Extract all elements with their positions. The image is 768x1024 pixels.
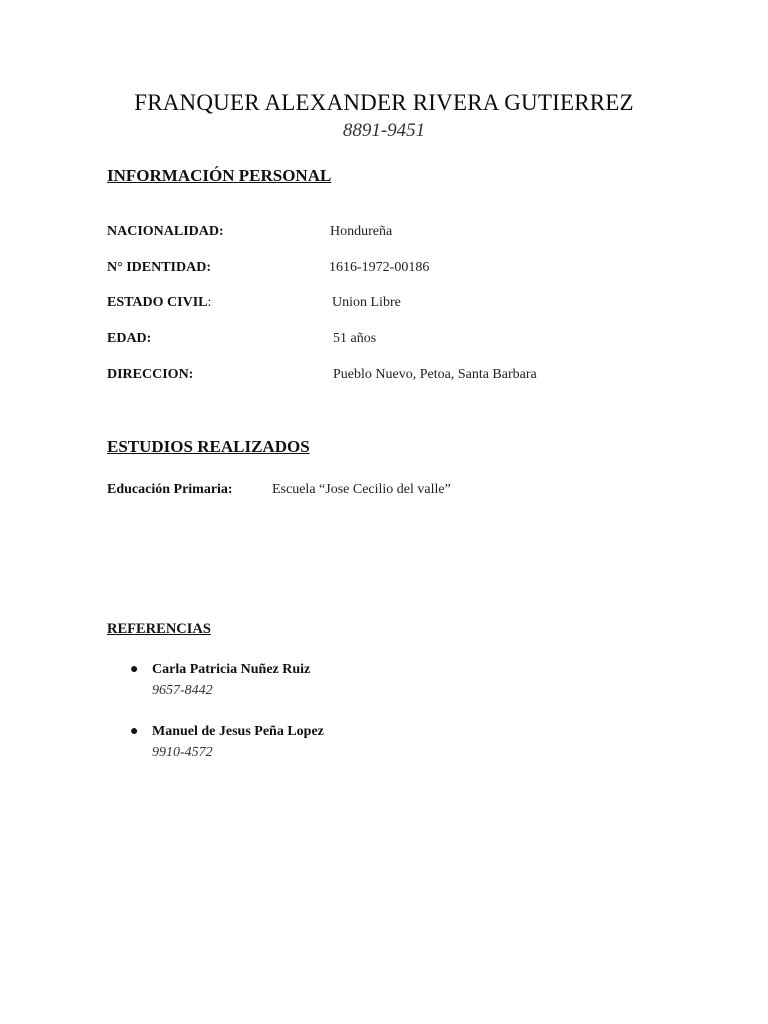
candidate-name: FRANQUER ALEXANDER RIVERA GUTIERREZ [134, 90, 634, 115]
reference-name: Manuel de Jesus Peña Lopez [152, 724, 324, 739]
nationality-value: Hondureña [330, 224, 393, 239]
personal-info-heading: INFORMACIÓN PERSONAL [107, 166, 332, 185]
civil-status-label-text: ESTADO CIVIL [107, 295, 208, 310]
studies-heading: ESTUDIOS REALIZADOS [107, 437, 310, 456]
bullet-icon: ● [130, 662, 139, 677]
civil-status-label-colon: : [207, 295, 212, 310]
reference-name: Carla Patricia Nuñez Ruiz [152, 662, 311, 677]
primary-education-label: Educación Primaria: [107, 482, 233, 497]
candidate-phone: 8891-9451 [342, 120, 426, 141]
address-label: DIRECCION: [107, 367, 194, 382]
age-value: 51 años [333, 331, 377, 346]
address-value: Pueblo Nuevo, Petoa, Santa Barbara [333, 367, 537, 382]
age-label: EDAD: [107, 331, 152, 346]
civil-status-label [107, 295, 211, 311]
identity-label: N° IDENTIDAD: [107, 260, 211, 275]
civil-status-value: Union Libre [332, 295, 401, 310]
reference-phone: 9657-8442 [152, 683, 213, 698]
nationality-label: NACIONALIDAD: [107, 224, 224, 239]
primary-education-value: Escuela “Jose Cecilio del valle” [272, 482, 451, 497]
bullet-icon: ● [130, 724, 139, 739]
identity-value: 1616-1972-00186 [329, 260, 430, 275]
references-heading: REFERENCIAS [107, 621, 211, 637]
reference-phone: 9910-4572 [152, 745, 213, 760]
